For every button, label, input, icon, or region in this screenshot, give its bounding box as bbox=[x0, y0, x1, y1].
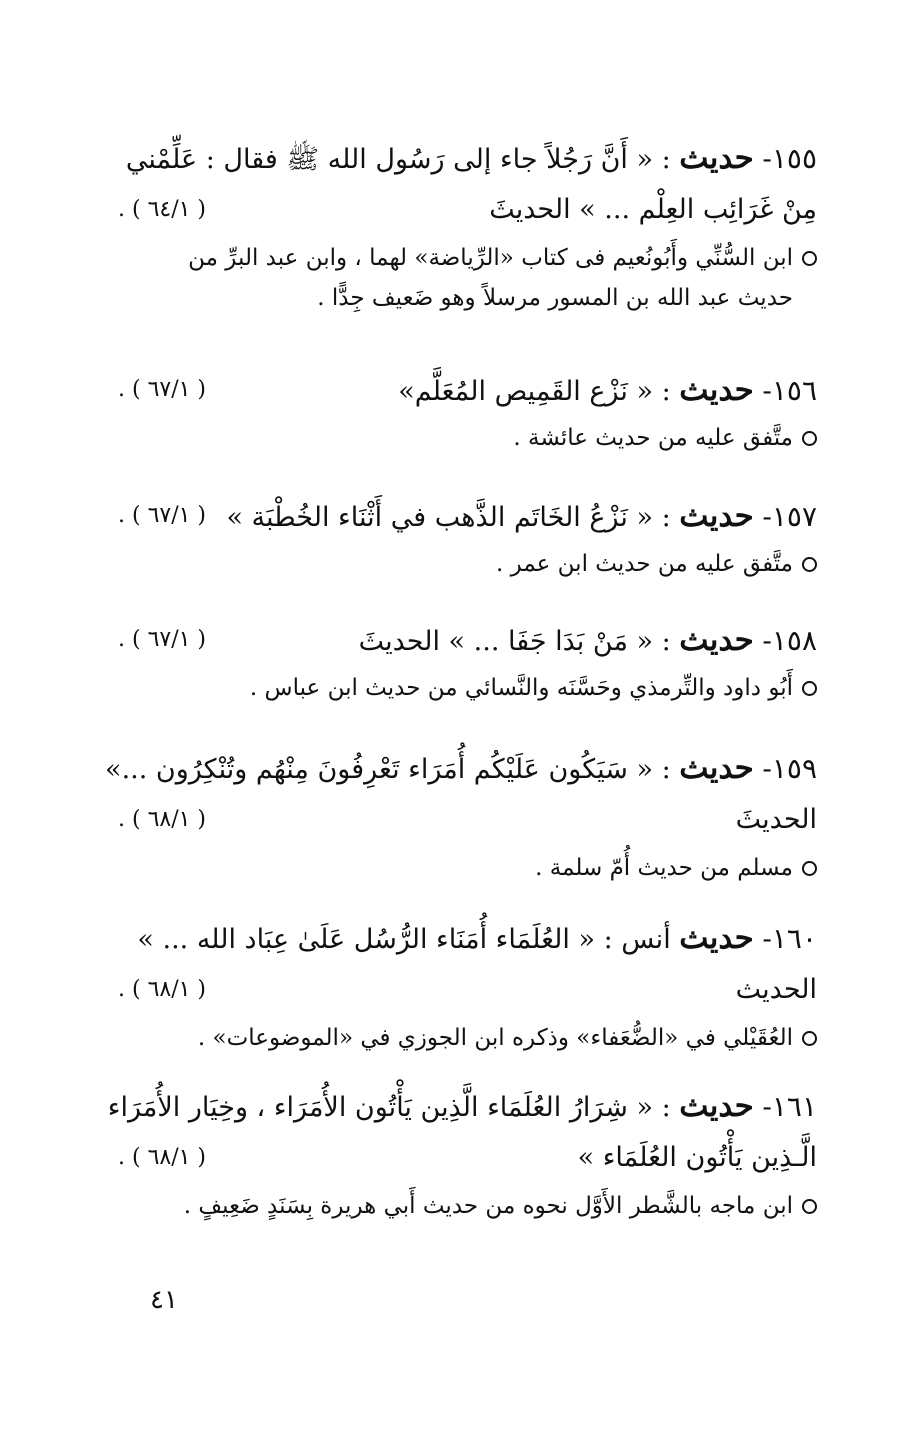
entry-number: ١٦٠- bbox=[762, 922, 817, 955]
hadith-entry-160 bbox=[118, 912, 817, 1058]
hadith-keyword: حديث bbox=[679, 140, 754, 176]
source-text: مسلم من حديث أُمّ سلمة . bbox=[535, 855, 793, 881]
entry-line: ١٥٧- حديث : « نَزْعُ الخَاتَم الذَّهب في أَثْنَاء الخُطْبَة » ( ٦٧/١ ) . bbox=[118, 490, 817, 542]
entry-line: ١٥٩- حديث : « سَيَكُون عَلَيْكُم أُمَرَاء تَعْرِفُونَ مِنْهُم وتُنْكِرُون ...» bbox=[105, 750, 817, 786]
hadith-keyword: حديث bbox=[679, 920, 754, 956]
hadith-keyword: حديث bbox=[679, 498, 754, 534]
hadith-entry-158 bbox=[118, 614, 817, 708]
entry-number: ١٦١- bbox=[762, 1090, 817, 1123]
hadith-text: « نَزْعُ الخَاتَم الذَّهب في أَثْنَاء الخُطْبَة » bbox=[226, 502, 654, 533]
entry-number: ١٥٦- bbox=[762, 374, 817, 407]
source-text: العُقَيْلي في «الضُّعَفاء» وذكره ابن الجوزي في «الموضوعات» . bbox=[197, 1025, 793, 1051]
circle-bullet-icon bbox=[802, 251, 817, 266]
volume-page-ref: ( ٦٨/١ ) . bbox=[118, 807, 207, 832]
source-note bbox=[118, 668, 817, 708]
hadith-text: مِنْ غَرَائِب العِلْم ... » الحديثَ bbox=[489, 194, 817, 225]
hadith-keyword: حديث bbox=[679, 1088, 754, 1124]
hadith-entry-156 bbox=[118, 364, 817, 458]
source-note bbox=[118, 418, 817, 458]
entry-number: ١٥٥- bbox=[762, 142, 817, 175]
volume-page-ref: ( ٦٨/١ ) . bbox=[118, 977, 207, 1002]
entry-line bbox=[118, 1132, 817, 1184]
hadith-text: « نَزْع القَمِيص المُعَلَّم» bbox=[398, 376, 654, 407]
source-note bbox=[118, 1186, 817, 1226]
circle-bullet-icon bbox=[802, 557, 817, 572]
hadith-text: الَّـذِين يَأْتُون العُلَمَاء » bbox=[577, 1142, 817, 1173]
circle-bullet-icon bbox=[802, 431, 817, 446]
entry-line bbox=[118, 964, 817, 1016]
entry-number: ١٥٩- bbox=[762, 752, 817, 785]
hadith-keyword: حديث bbox=[679, 372, 754, 408]
hadith-text: أنس : « العُلَمَاء أُمَنَاء الرُّسُل عَلَىٰ عِبَاد الله ... » bbox=[137, 924, 671, 955]
hadith-text: « سَيَكُون عَلَيْكُم أُمَرَاء تَعْرِفُونَ مِنْهُم وتُنْكِرُون ...» bbox=[105, 754, 654, 785]
hadith-entry-155 bbox=[118, 132, 817, 318]
hadith-keyword: حديث bbox=[679, 622, 754, 658]
entry-line bbox=[118, 794, 817, 846]
entry-line: ١٥٦- حديث : « نَزْع القَمِيص المُعَلَّم» ( ٦٧/١ ) . bbox=[118, 364, 817, 416]
entry-line bbox=[118, 912, 817, 964]
source-text: ابن السُّنِّي وأَبُونُعيم فى كتاب «الرِّياضة» لهما ، وابن عبد البرِّ من bbox=[188, 245, 793, 271]
hadith-text: الحديث bbox=[735, 974, 817, 1005]
hadith-text: « شِرَارُ العُلَمَاء الَّذِين يَأْتُون الأُمَرَاء ، وخِيَار الأُمَرَاء bbox=[107, 1092, 654, 1123]
hadith-entry-157 bbox=[118, 490, 817, 584]
entry-number: ١٥٨- bbox=[762, 624, 817, 657]
source-note bbox=[118, 1018, 817, 1058]
hadith-text: « أَنَّ رَجُلاً جاء إلى رَسُول الله ﷺ فقال : عَلِّمْني bbox=[125, 144, 654, 175]
page-number: ٤١ bbox=[150, 1285, 178, 1315]
circle-bullet-icon bbox=[802, 861, 817, 876]
hadith-entry-159 bbox=[105, 742, 817, 888]
circle-bullet-icon bbox=[802, 1031, 817, 1046]
source-text: أَبُو داود والتِّرمذي وحَسَّنَه والنَّسائي من حديث ابن عباس . bbox=[249, 675, 793, 701]
source-text: متَّفق عليه من حديث عائشة . bbox=[513, 425, 793, 451]
source-note bbox=[118, 848, 817, 888]
entry-line: ١٥٥- حديث : « أَنَّ رَجُلاً جاء إلى رَسُول الله ﷺ فقال : عَلِّمْني bbox=[125, 140, 817, 176]
hadith-text: « مَنْ بَدَا جَفَا ... » الحديثَ bbox=[358, 626, 654, 657]
hadith-keyword: حديث bbox=[679, 750, 754, 786]
volume-page-ref: ( ٦٨/١ ) . bbox=[118, 1145, 207, 1170]
hadith-entry-161 bbox=[107, 1080, 817, 1226]
source-text: متَّفق عليه من حديث ابن عمر . bbox=[496, 551, 793, 577]
source-text: ابن ماجه بالشَّطر الأَوَّل نحوه من حديث أَبي هريرة بِسَنَدٍ ضَعِيفٍ . bbox=[183, 1193, 793, 1219]
volume-page-ref: ( ٦٧/١ ) . bbox=[118, 627, 207, 652]
source-note bbox=[118, 544, 817, 584]
volume-page-ref: ( ٦٧/١ ) . bbox=[118, 503, 207, 528]
source-note bbox=[118, 238, 817, 318]
entry-line bbox=[118, 184, 817, 236]
hadith-text: الحديثَ bbox=[735, 804, 817, 835]
entry-number: ١٥٧- bbox=[762, 500, 817, 533]
source-text: حديث عبد الله بن المسور مرسلاً وهو ضَعيف جِدًّا . bbox=[317, 285, 793, 311]
volume-page-ref: ( ٦٧/١ ) . bbox=[118, 377, 207, 402]
circle-bullet-icon bbox=[802, 1199, 817, 1214]
volume-page-ref: ( ٦٤/١ ) . bbox=[118, 197, 207, 222]
circle-bullet-icon bbox=[802, 681, 817, 696]
entry-line: ١٦١- حديث : « شِرَارُ العُلَمَاء الَّذِين يَأْتُون الأُمَرَاء ، وخِيَار الأُمَرَاء bbox=[107, 1088, 817, 1124]
entry-line: ١٥٨- حديث : « مَنْ بَدَا جَفَا ... » الحديثَ ( ٦٧/١ ) . bbox=[118, 614, 817, 666]
